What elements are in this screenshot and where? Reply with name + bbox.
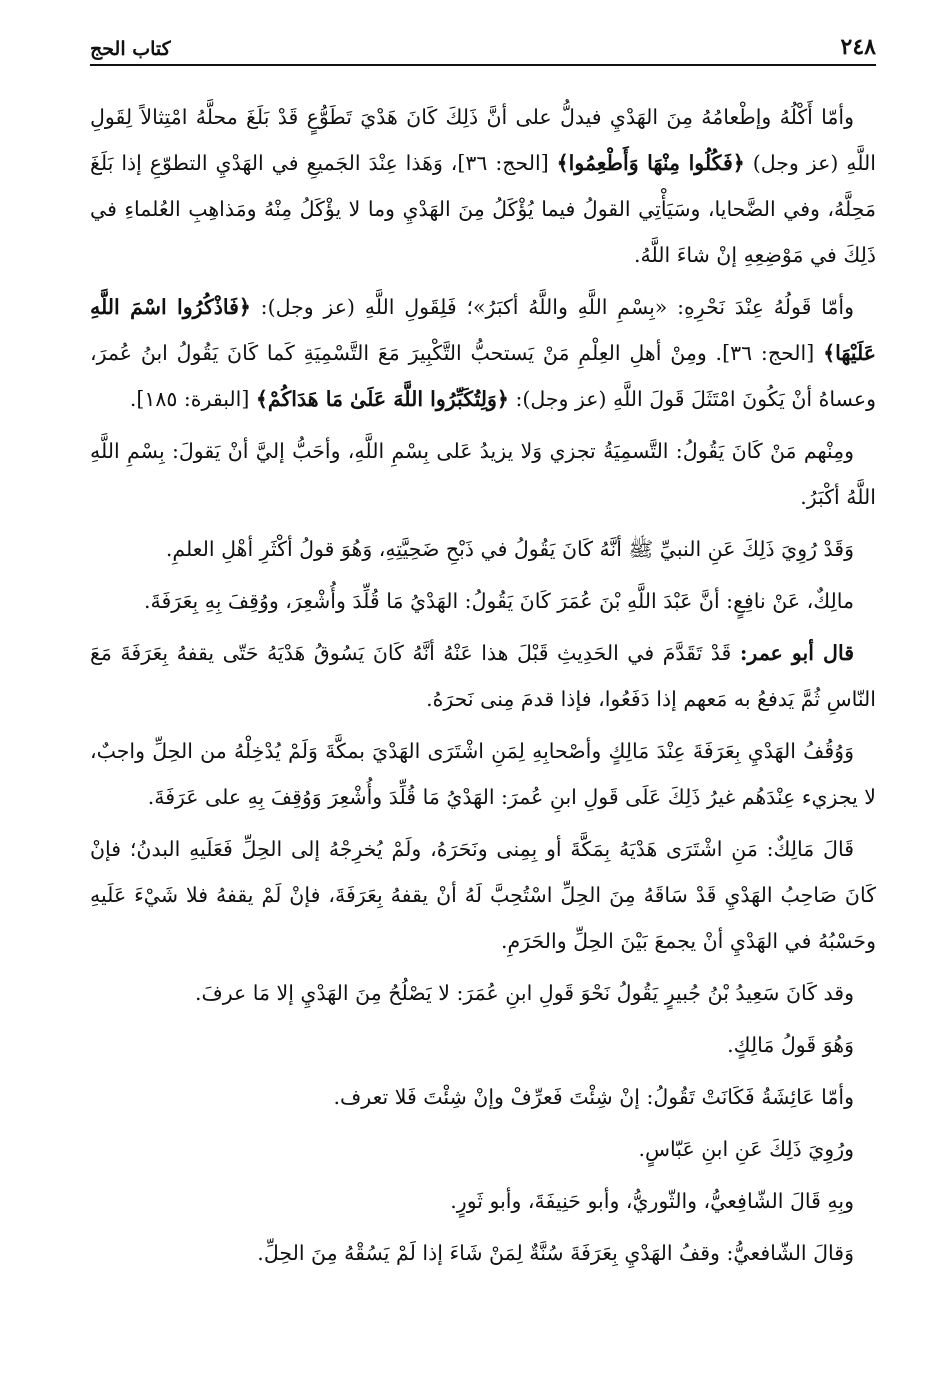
paragraph xyxy=(90,94,876,278)
paragraph xyxy=(90,284,876,422)
paragraph-text: قَالَ مَالِكٌ: مَنِ اشْتَرَى هَدْيَهُ بِمَكَّةَ أو بِمِنى ونَحَرَهُ، ولَمْ يُخرِجْهُ إلى الحِلِّ فَعَلَيهِ البدنُ؛ فإنْ كَانَ صَاحِبُ الهَدْيِ قَدْ سَاقَهُ مِنَ الحِلِّ اسْتُحِبَّ لَهُ أنْ يقفهُ بِعَرَفَةَ، فإنْ لَمْ يقفهُ فلا شَيْءَ عَلَيهِ وحَسْبُهُ في الهَدْيِ أنْ يجمعَ بَيْنَ الحِلِّ والحَرَمِ. xyxy=(90,837,876,953)
paragraph xyxy=(90,630,876,722)
paragraph xyxy=(90,1230,876,1276)
paragraph xyxy=(90,728,876,820)
paragraph xyxy=(90,1074,876,1120)
paragraph xyxy=(90,1178,876,1224)
quran-verse: ﴿فَكُلُوا مِنْهَا وَأَطْعِمُوا﴾ xyxy=(556,151,745,175)
paragraph xyxy=(90,970,876,1016)
paragraph-text: [البقرة: ١٨٥]. xyxy=(129,387,256,411)
book-title: كتاب الحج xyxy=(90,38,171,60)
paragraph xyxy=(90,1126,876,1172)
paragraph-text: وأمّا عَائِشَةُ فَكَانَتْ تَقُولُ: إنْ شِئْتَ فَعرِّفْ وإنْ شِئْتَ فَلا تعرف. xyxy=(333,1085,854,1109)
quran-verse: ﴿وَلِتُكَبِّرُوا اللَّهَ عَلَىٰ مَا هَدَاكُمْ﴾ xyxy=(255,387,509,411)
paragraph-text: وَقَدْ رُوِيَ ذَلِكَ عَنِ النبيِّ ﷺ أنَّهُ كَانَ يَقُولُ في ذَبْحِ ضَحِيَّتِهِ، وَهُوَ قولُ أكْثَرِ أهْلِ العلمِ. xyxy=(165,537,854,561)
paragraph-text: وقد كَانَ سَعِيدُ بْنُ جُبيرٍ يَقُولُ نَحْوَ قَولِ ابنِ عُمَرَ: لا يَصْلُحُ مِنَ الهَدْيِ إلا مَا عرفَ. xyxy=(194,981,854,1005)
paragraph xyxy=(90,526,876,572)
paragraph-text: مالِكٌ، عَنْ نافِعٍ: أنَّ عَبْدَ اللَّهِ بْنَ عُمَرَ كَانَ يَقُولُ: الهَدْيُ مَا قُلِّدَ وأُشْعِرَ، ووُقِفَ بِهِ بِعَرَفَةَ. xyxy=(143,589,854,613)
paragraph xyxy=(90,578,876,624)
paragraph-text: [الحج: ٣٦]، وَهَذا عِنْدَ الجَميعِ في الهَدْيِ التطوّعِ إذا بَلَغَ مَحِلَّهُ، وفي الضَّحايا، وسَيَأْتِي القولُ فيما يُؤْكَلُ مِنَ الهَدْيِ وما لا يؤْكَلُ مِنْهُ ومَذاهِبِ العُلماءِ في ذَلِكَ في مَوْضِعِهِ إنْ شاءَ اللَّهُ. xyxy=(90,151,876,267)
paragraph xyxy=(90,1022,876,1068)
paragraph xyxy=(90,826,876,964)
page-number: ٢٤٨ xyxy=(840,34,876,60)
paragraph-text: وَهُوَ قَولُ مَالِكٍ. xyxy=(727,1033,854,1057)
paragraph-text: ورُوِيَ ذَلِكَ عَنِ ابنِ عَبّاسٍ. xyxy=(638,1137,854,1161)
paragraph-text: وأمّا قَولُهُ عِنْدَ نَحْرِهِ: «بِسْمِ اللَّهِ واللَّهُ أكبَرُ»؛ فَلِقَولِ اللَّهِ (عز وجل): xyxy=(250,295,854,319)
page-header xyxy=(90,28,876,66)
paragraph-text: ومِنْهم مَنْ كَانَ يَقُولُ: التَّسمِيَةُ تجزي وَلا يزيدُ عَلى بِسْمِ اللَّهِ، وأحَبُّ إليَّ أنْ يَقولَ: بِسْمِ اللَّهِ اللَّهُ أكْبَرُ. xyxy=(90,439,876,509)
page-body xyxy=(90,94,876,1276)
paragraph-text: [الحج: ٣٦]. ومِنْ أهلِ العِلْمِ مَنْ يَستحبُّ التَّكْبِيرَ مَعَ التَّسْمِيَةِ كَما كَانَ يَقُولُ ابنُ عُمرَ، وعساهُ أنْ يَكُونَ امْتَثَلَ قَولَ اللَّهِ (عز وجل): xyxy=(90,341,876,411)
paragraph-text: وبِهِ قَالَ الشّافِعيُّ، والثّوريُّ، وأبو حَنِيفَةَ، وأبو ثَورٍ. xyxy=(450,1189,854,1213)
paragraph-text: وَوُقُفُ الهَدْيِ بِعَرَفَةَ عِنْدَ مَالِكٍ وأصْحابِهِ لِمَنِ اشْتَرَى الهَدْيَ بمكَّةَ وَلَمْ يُدْخِلْهُ من الحِلِّ واجبٌ، لا يجزيء عِنْدَهُم غيرُ ذَلِكَ عَلَى قَولِ ابنِ عُمرَ: الهَدْيُ مَا قُلِّدَ وأُشْعِرَ وَوُقِفَ بِهِ على عَرَفَةَ. xyxy=(90,739,876,809)
paragraph xyxy=(90,428,876,520)
quran-verse: ﴿فَاذْكُرُوا اسْمَ اللَّهِ عَلَيْهَا﴾ xyxy=(90,295,876,365)
speaker-label: قال أبو عمر: xyxy=(739,641,854,665)
paragraph-text: وَقالَ الشّافعيُّ: وقفُ الهَدْيِ بِعَرَفَةَ سُنَّةٌ لِمَنْ شَاءَ إذا لَمْ يَسُقْهُ مِنَ الحِلِّ. xyxy=(257,1241,854,1265)
paragraph-text: قَدْ تَقَدَّمَ في الحَدِيثِ قَبْلَ هذا عَنْهُ أنَّهُ كَانَ يَسُوقُ هَدْيَهُ حَتّى يقفهُ بِعَرَفَةَ مَعَ النّاسِ ثُمَّ يَدفعُ به مَعهم إذا دَفَعُوا، فإذا قدمَ مِنى نَحرَهُ. xyxy=(90,641,876,711)
paragraph-text: وأمّا أَكْلُهُ وإطْعامُهُ مِنَ الهَدْيِ فيدلُّ على أنَّ ذَلِكَ كَانَ هَدْيَ تَطَوُّعٍ قَدْ بَلَغَ محلَّهُ امْتِثالاً لِقَولِ اللَّهِ (عز وجل) xyxy=(90,105,876,175)
page xyxy=(90,28,876,1282)
